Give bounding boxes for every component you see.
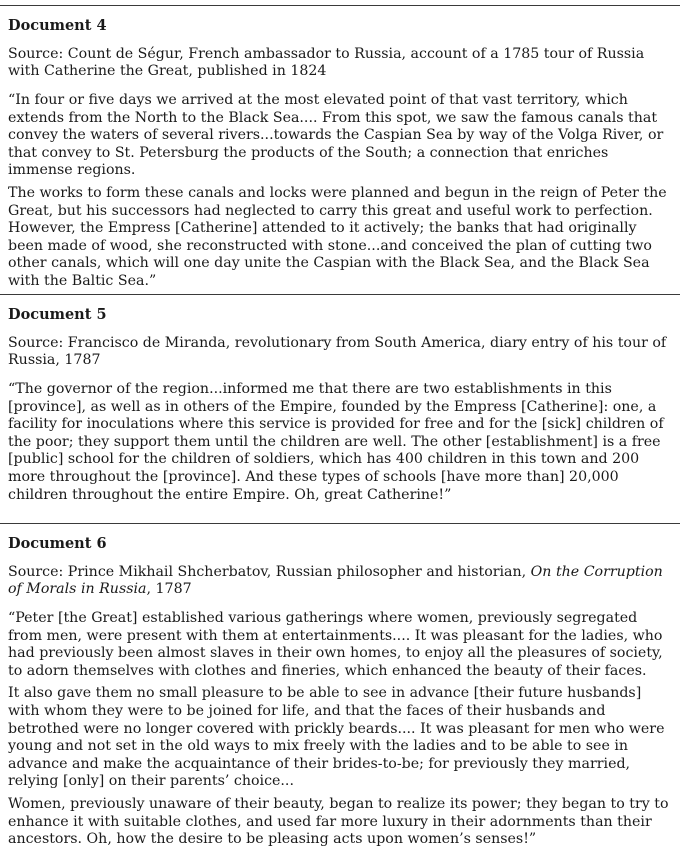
source-prefix: Source: Prince Mikhail Shcherbatov, Russian philosopher and historian, [8,564,531,580]
document-5 [0,294,680,509]
document-title: Document 6 [8,535,107,552]
document-source: Source: Francisco de Miranda, revolutionary from South America, diary entry of his tour of Russia, 1787 [8,335,667,368]
quote-paragraph: It also gave them no small pleasure to be able to see in advance [their future husbands] with whom they were to be joined for life, and that the faces of their husbands and betrothed were no longer covered with prickly beards.... It was pleasant for men who were young and not set in the old ways to mix freely with the ladies and to be able to see in advance and make the acquaintance of their brides-to-be; for previously they married, relying [only] on their parents’ choice... [8,685,665,790]
document-6 [0,523,680,854]
quote-paragraph: Women, previously unaware of their beauty, began to realize its power; they began to try to enhance it with suitable clothes, and used far more luxury in their adornments than their ancestors. Oh, how the desire to be pleasing acts upon women’s senses!” [8,795,669,848]
document-title: Document 4 [8,17,107,34]
document-title: Document 5 [8,306,107,323]
document-source [8,564,672,598]
quote-paragraph: “In four or five days we arrived at the most elevated point of that vast territory, which extends from the North to the Black Sea.... From this spot, we saw the famous canals that convey the waters of several rivers...towards the Caspian Sea by way of the Volga River, or that convey to St. Petersburg the products of the South; a connection that enriches immense regions. [8,92,664,179]
quote-paragraph: “Peter [the Great] established various gatherings where women, previously segregated from men, were present with them at entertainments.... It was pleasant for the ladies, who had previously been almost slaves in their own homes, to enjoy all the pleasures of society, to adorn themselves with clothes and fineries, which enhanced the beauty of their faces. [8,610,663,679]
document-source: Source: Count de Ségur, French ambassador to Russia, account of a 1785 tour of Russia with Catherine the Great, published in 1824 [8,46,645,79]
quote-paragraph: “The governor of the region...informed me that there are two establishments in this [province], as well as in others of the Empire, founded by the Empress [Catherine]: one, a facility for inoculations where this service is provided for free and for the [sick] children of the poor; they support them until the children are well. The other [establishment] is a free [public] school for the children of soldiers, which has 400 children in this town and 200 more throughout the [province]. And these types of schools [have more than] 20,000 children throughout the entire Empire. Oh, great Catherine!” [8,381,664,503]
source-work-title: On the Corruption of Morals in Russia [8,564,663,597]
document-4 [0,5,680,296]
source-suffix: , 1787 [146,581,192,597]
quote-paragraph: The works to form these canals and locks were planned and begun in the reign of Peter the Great, but his successors had neglected to carry this great and useful work to perfection. However, the Empress [Catherine] attended to it actively; the banks that had originally been made of wood, she reconstructed with stone...and conceived the plan of cutting two other canals, which will one day unite the Caspian with the Black Sea, and the Black Sea with the Baltic Sea.” [8,184,667,289]
